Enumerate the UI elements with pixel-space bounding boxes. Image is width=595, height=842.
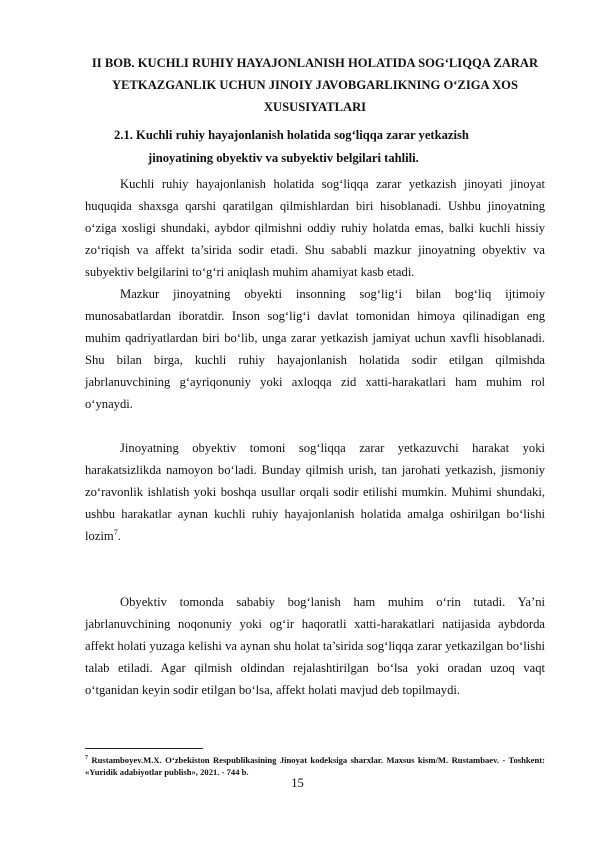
footnote-divider [85,748,203,749]
paragraph-3-text: Jinoyatning obyektiv tomoni sog‘liqqa zarar yetkazuvchi harakat yoki harakatsizlikda namoyon bo‘ladi. Bunday qilmish urish, tan jarohati yetkazish, jismoniy zo‘ravonlik ishlatish yoki boshqa usullar orqali sodir etilishi mumkin. Muhimi shundaki, ushbu harakatlar aynan kuchli ruhiy hayajonlanish holatida amalga oshirilgan bo‘lishi lozim [85,441,545,544]
paragraph-3 [85,437,545,547]
footnote-number: 7 [85,755,88,761]
footnote-text: Rustamboyev.M.X. O‘zbekiston Respublikasining Jinoyat kodeksiga sharxlar. Maxsus kism/M. Rustambaev. - Toshkent: «Yuridik adabiyotlar publish», 2021. - 744 b. [85,754,545,777]
paragraph-1: Kuchli ruhiy hayajonlanish holatida sog‘liqqa zarar yetkazish jinoyati jinoyat huquqida shaxsga qarshi qaratilgan qilmishlardan biri hisoblanadi. Ushbu jinoyatning o‘ziga xosligi shundaki, aybdor qilmishni oddiy ruhiy holatda emas, balki kuchli hissiy zo‘riqish va affekt ta’sirida sodir etadi. Shu sababli mazkur jinoyatning obyektiv va subyektiv belgilarini to‘g‘ri aniqlash muhim ahamiyat kasb etadi. [85,177,545,280]
page-number: 15 [291,776,304,790]
chapter-title: II BOB. KUCHLI RUHIY HAYAJONLANISH HOLATIDA SOG‘LIQQA ZARAR YETKAZGANLIK UCHUN JINOIY JAVOBGARLIKNING O‘ZIGA XOS XUSUSIYATLARI [91,56,539,114]
section-title-line-2: jinoyatining obyektiv va subyektiv belgilari tahlili. [148,151,419,165]
footnote-reference[interactable]: 7 [113,528,118,538]
paragraph-2: Mazkur jinoyatning obyekti insonning sog‘lig‘i bilan bog‘liq ijtimoiy munosabatlardan iboratdir. Inson sog‘lig‘i davlat tomonidan himoya qilinadigan eng muhim qadriyatlardan biri bo‘lib, unga zarar yetkazish jamiyat uchun xavfli hisoblanadi. Shu bilan birga, kuchli ruhiy hayajonlanish holatida sodir etilgan qilmishda jabrlanuvchining g‘ayriqonuniy yoki axloqqa zid xatti-harakatlari ham muhim rol o‘ynaydi. [85,287,545,412]
paragraph-4: Obyektiv tomonda sababiy bog‘lanish ham muhim o‘rin tutadi. Ya’ni jabrlanuvchining noqonuniy yoki og‘ir haqoratli xatti-harakatlari natijasida aybdorda affekt holati yuzaga kelishi va aynan shu holat ta’sirida sog‘liqqa zarar yetkazilgan bo‘lishi talab etiladi. Agar qilmish oldindan rejalashtirilgan bo‘lsa yoki oradan uzoq vaqt o‘tganidan keyin sodir etilgan bo‘lsa, affekt holati mavjud deb topilmaydi. [85,595,545,698]
section-title-line-1: 2.1. Kuchli ruhiy hayajonlanish holatida sog‘liqqa zarar yetkazish [114,128,469,142]
footnote [85,752,545,778]
paragraph-3-end: . [117,529,121,544]
